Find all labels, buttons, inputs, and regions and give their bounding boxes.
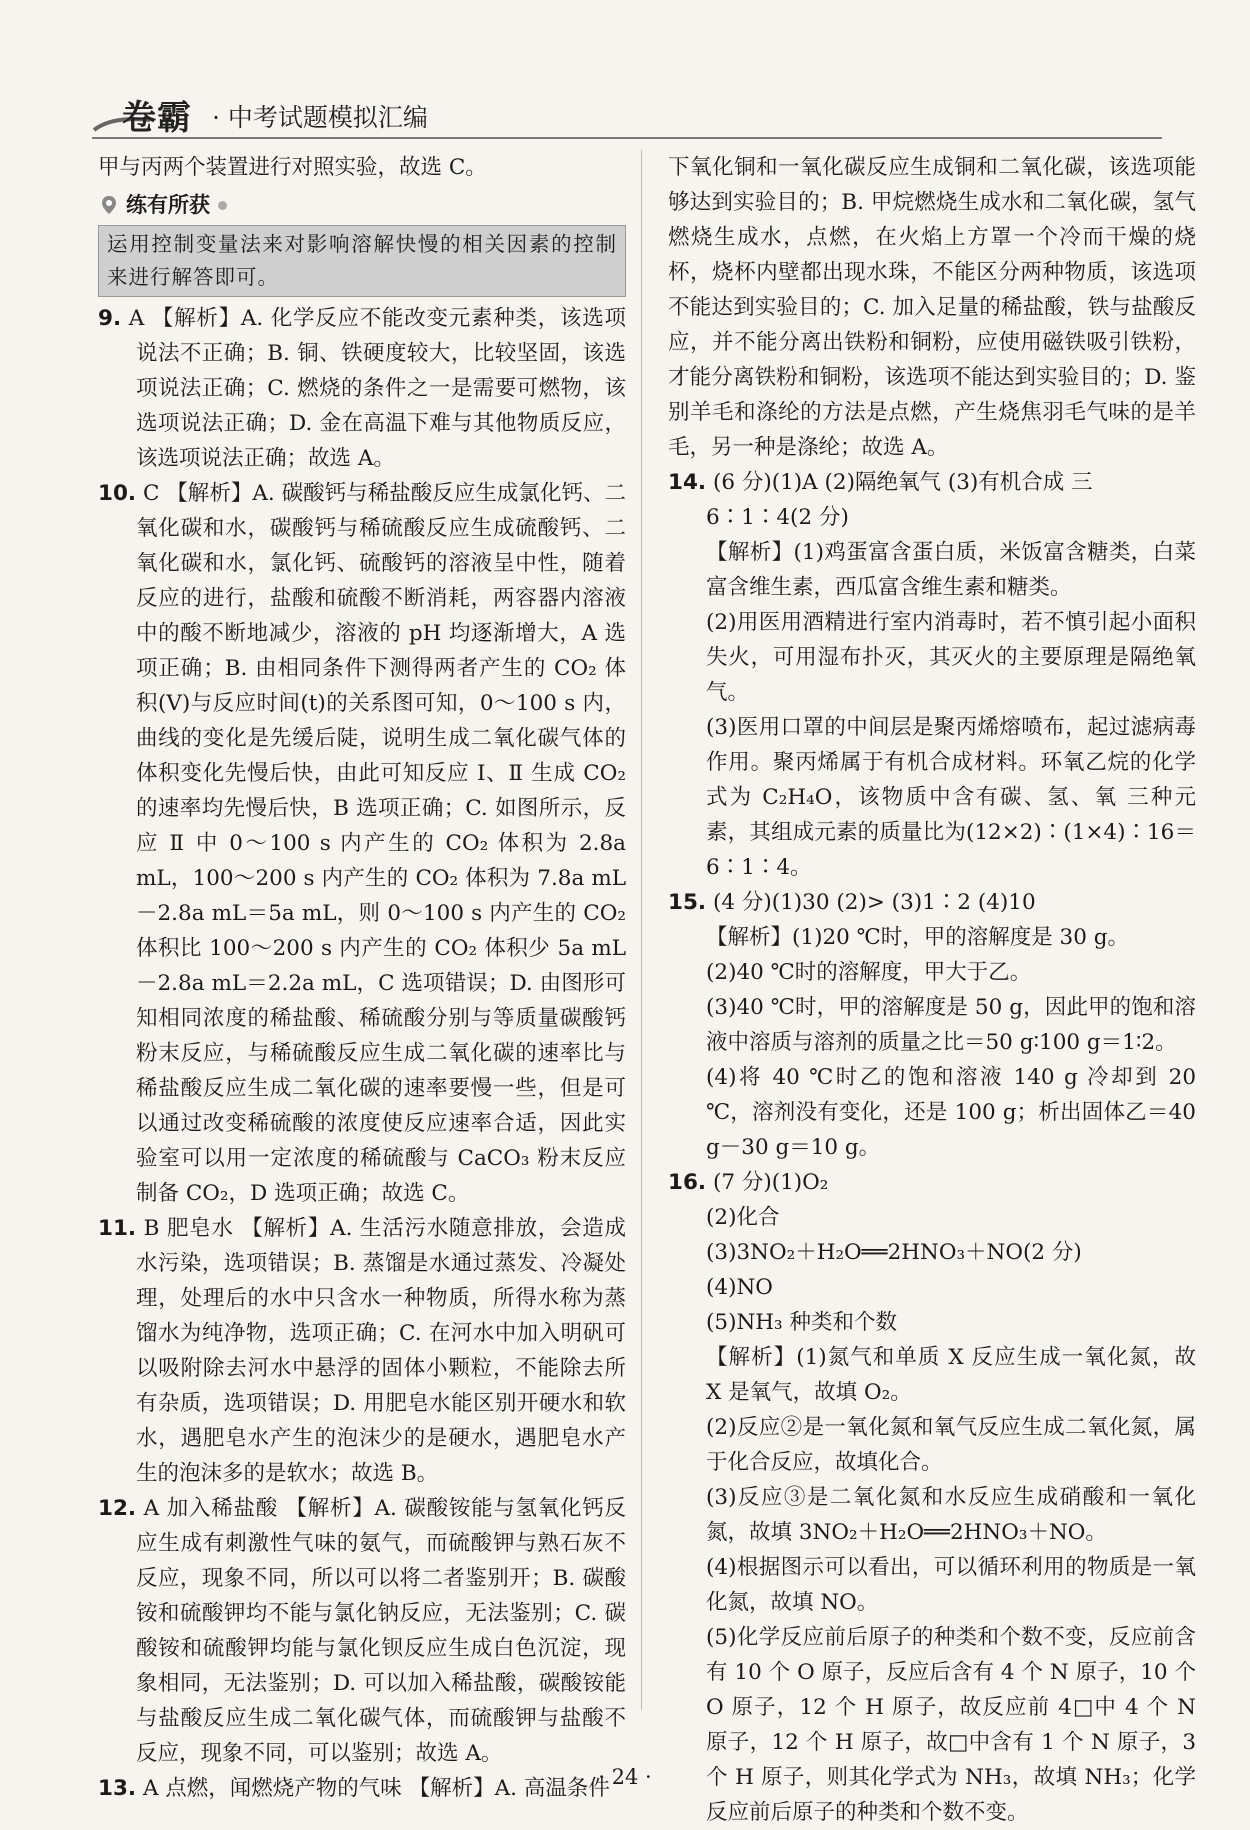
question-9 [98,301,626,476]
column-divider [641,150,642,1710]
question-number: 14. [668,470,707,495]
question-text: C 【解析】A. 碳酸钙与稀盐酸反应生成氯化钙、二氧化碳和水，碳酸钙与稀硫酸反应生成硫酸钙、二氧化碳和水，氯化钙、硫酸钙的溶液呈中性，随着反应的进行，盐酸和硫酸不断消耗，两容器内溶液中的酸不断地减少，溶液的 pH 均逐渐增大，A 选项正确；B. 由相同条件下测得两者产生的 CO₂ 体积(V)与反应时间(t)的关系图可知，0～100 s 内，曲线的变化是先缓后陡，说明生成二氧化碳气体的体积变化先慢后快，由此可知反应 Ⅰ、Ⅱ 生成 CO₂ 的速率均先慢后快，B 选项正确；C. 如图所示，反应 Ⅱ 中 0～100 s 内产生的 CO₂ 体积为 2.8a mL，100～200 s 内产生的 CO₂ 体积为 7.8a mL－2.8a mL＝5a mL，则 0～100 s 内产生的 CO₂ 体积比 100～200 s 内产生的 CO₂ 体积少 5a mL－2.8a mL＝2.2a mL，C 选项错误；D. 由图形可知相同浓度的稀盐酸、稀硫酸分别与等质量碳酸钙粉末反应，与稀硫酸反应生成二氧化碳的速率比与稀盐酸反应生成二氧化碳的速率要慢一些，但是可以通过改变稀硫酸的浓度使反应速率合适，因此实验室可以用一定浓度的稀硫酸与 CaCO₃ 粉末反应制备 CO₂，D 选项正确；故选 C。 [136,481,627,1206]
page-number: · 24 · [598,1765,652,1789]
analysis-line: (4)将 40 ℃时乙的饱和溶液 140 g 冷却到 20 ℃，溶剂没有变化，还是 100 g；析出固体乙＝40 g－30 g＝10 g。 [706,1065,1196,1160]
analysis-line: 【解析】(1)氮气和单质 X 反应生成一氧化氮，故 X 是氧气，故填 O₂。 [706,1345,1196,1405]
question-15 [668,885,1196,920]
analysis-line: (2)40 ℃时的溶解度，甲大于乙。 [706,960,1032,985]
left-column [98,150,626,1806]
question-text: B 肥皂水 【解析】A. 生活污水随意排放，会造成水污染，选项错误；B. 蒸馏是水通过蒸发、冷凝处理，处理后的水中只含水一种物质，所得水称为蒸馏水为纯净物，选项正确；C. 在河水中加入明矾可以吸附除去河水中悬浮的固体小颗粒，不能除去所有杂质，选项错误；D. 用肥皂水能区别开硬水和软水，遇肥皂水产生的泡沫少的是硬水，遇肥皂水产生的泡沫多的是软水；故选 B。 [136,1216,626,1486]
sub-answer: (3)3NO₂＋H₂O══2HNO₃＋NO(2 分) [706,1240,1082,1265]
section-heading [98,187,626,223]
question-11 [98,1211,626,1491]
analysis-line: (5)化学反应前后原子的种类和个数不变，反应前含有 10 个 O 原子，反应后含有 4 个 N 原子，10 个 O 原子，12 个 H 原子，故反应前 4□中 4 个 N 原子，12 个 H 原子，故□中含有 1 个 N 原子，3 个 H 原子，则其化学式为 NH₃，故填 NH₃；化学反应前后原子的种类和个数不变。 [706,1625,1196,1825]
question-12 [98,1491,626,1771]
intro-text: 甲与丙两个装置进行对照实验，故选 C。 [98,155,487,180]
question-text: A 加入稀盐酸 【解析】A. 碳酸铵能与氢氧化钙反应生成有刺激性气味的氨气，而硫酸钾与熟石灰不反应，现象不同，所以可以将二者鉴别开；B. 碳酸铵和硫酸钾均不能与氯化钠反应，无法鉴别；C. 碳酸铵和硫酸钾均能与氯化钡反应生成白色沉淀，现象相同，无法鉴别；D. 可以加入稀盐酸，碳酸铵能与盐酸反应生成二氧化碳气体，而硫酸钾与盐酸不反应，现象不同，可以鉴别；故选 A。 [136,1496,626,1766]
analysis-line: (3)反应③是二氧化氮和水反应生成硝酸和一氧化氮，故填 3NO₂＋H₂O══2HNO₃＋NO。 [706,1485,1196,1545]
page-header [92,88,1162,138]
analysis-line: 【解析】(1)20 ℃时，甲的溶解度是 30 g。 [706,925,1129,950]
question-number: 13. [98,1776,137,1801]
answer-text: (4 分)(1)30 (2)> (3)1∶2 (4)10 [712,890,1036,915]
analysis-line: (3)医用口罩的中间层是聚丙烯熔喷布，起过滤病毒作用。聚丙烯属于有机合成材料。环氧乙烷的化学式为 C₂H₄O，该物质中含有碳、氢、氧 三种元素，其组成元素的质量比为(12×2)∶(1×4)∶16＝6∶1∶4。 [706,715,1196,880]
answer-text: (7 分)(1)O₂ [712,1170,829,1195]
question-number: 11. [98,1216,137,1241]
answer-text-2: 6∶1∶4(2 分) [706,505,849,530]
sub-answer: (4)NO [706,1275,773,1300]
question-number: 10. [98,481,137,506]
right-column [668,150,1196,1830]
analysis-line: (3)40 ℃时，甲的溶解度是 50 g，因此甲的饱和溶液中溶质与溶剂的质量之比＝50 g∶100 g＝1∶2。 [706,995,1196,1055]
answer-text: (6 分)(1)A (2)隔绝氧气 (3)有机合成 三 [712,470,1093,495]
question-13-continued: 下氧化铜和一氧化碳反应生成铜和二氧化碳，该选项能够达到实验目的；B. 甲烷燃烧生成水和二氧化碳，氢气燃烧生成水，点燃，在火焰上方罩一个冷而干燥的烧杯，烧杯内壁都出现水珠，不能区分两种物质，该选项不能达到实验目的；C. 加入足量的稀盐酸，铁与盐酸反应，并不能分离出铁粉和铜粉，应使用磁铁吸引铁粉，才能分离铁粉和铜粉，该选项不能达到实验目的；D. 鉴别羊毛和涤纶的方法是点燃，产生烧焦羽毛气味的是羊毛，另一种是涤纶；故选 A。 [668,155,1196,460]
analysis-line: (4)根据图示可以看出，可以循环利用的物质是一氧化氮，故填 NO。 [706,1555,1196,1615]
question-text: A 【解析】A. 化学反应不能改变元素种类，该选项说法不正确；B. 铜、铁硬度较大，比较坚固，该选项说法正确；C. 燃烧的条件之一是需要可燃物，该选项说法正确；D. 金在高温下难与其他物质反应，该选项说法正确；故选 A。 [128,306,626,471]
question-16 [668,1165,1196,1200]
question-14 [668,465,1196,500]
question-number: 12. [98,1496,137,1521]
question-number: 15. [668,890,707,915]
question-10 [98,476,626,1211]
sub-answer: (5)NH₃ 种类和个数 [706,1310,897,1335]
section-label: 练有所获 [126,192,210,217]
location-pin-icon [98,194,120,216]
bullet-dot-icon [218,201,227,210]
sub-answer: (2)化合 [706,1205,780,1230]
header-rule [92,137,1162,139]
question-number: 9. [98,306,122,331]
question-text: A 点燃，闻燃烧产物的气味 【解析】A. 高温条件 [142,1776,610,1801]
analysis-line: 【解析】(1)鸡蛋富含蛋白质，米饭富含糖类，白菜富含维生素，西瓜富含维生素和糖类。 [706,540,1196,600]
analysis-line: (2)用医用酒精进行室内消毒时，若不慎引起小面积失火，可用湿布扑灭，其灭火的主要原理是隔绝氧气。 [706,610,1196,705]
book-subtitle: · 中考试题模拟汇编 [212,103,428,132]
tip-box: 运用控制变量法来对影响溶解快慢的相关因素的控制来进行解答即可。 [98,225,626,297]
question-number: 16. [668,1170,707,1195]
analysis-line: (2)反应②是一氧化氮和氧气反应生成二氧化氮，属于化合反应，故填化合。 [706,1415,1196,1475]
brand-logo: 卷霸 [122,98,192,138]
